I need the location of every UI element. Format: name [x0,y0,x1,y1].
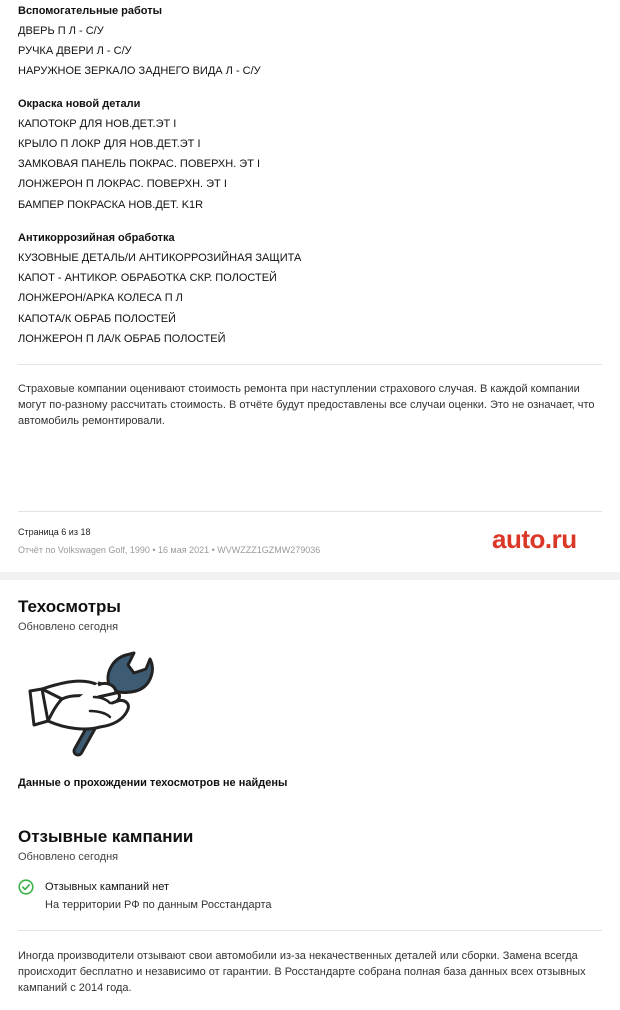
check-circle-icon [18,879,34,895]
footer-divider [18,511,602,512]
recall-status-subtitle: На территории РФ по данным Росстандарта [45,899,272,911]
page-separator [0,572,620,580]
aux-works-title: Вспомогательные работы [18,5,163,17]
aux-works-item: НАРУЖНОЕ ЗЕРКАЛО ЗАДНЕГО ВИДА Л - С/У [18,65,261,77]
recalls-title: Отзывные кампании [18,827,194,846]
anticorrosion-item: КУЗОВНЫЕ ДЕТАЛЬ/И АНТИКОРРОЗИЙНАЯ ЗАЩИТА [18,252,302,264]
report-info: Отчёт по Volkswagen Golf, 1990 • 16 мая 2021 • WVWZZZ1GZMW279036 [18,545,321,555]
new-part-paint-title: Окраска новой детали [18,98,141,110]
anticorrosion-item: ЛОНЖЕРОН П ЛА/К ОБРАБ ПОЛОСТЕЙ [18,333,226,345]
inspections-empty-text: Данные о прохождении техосмотров не найдены [18,777,288,789]
aux-works-item: ДВЕРЬ П Л - С/У [18,25,104,37]
recall-status-title: Отзывных кампаний нет [45,881,170,893]
auto-ru-logo[interactable]: auto.ru [492,524,577,554]
anticorrosion-item: КАПОТ - АНТИКОР. ОБРАБОТКА СКР. ПОЛОСТЕЙ [18,272,277,284]
anticorrosion-item: КАПОТА/К ОБРАБ ПОЛОСТЕЙ [18,313,176,325]
page-number: Страница 6 из 18 [18,527,91,537]
inspections-updated: Обновлено сегодня [18,621,119,633]
wrench-hand-illustration [24,647,164,759]
insurance-note: Страховые компании оценивают стоимость ремонта при наступлении страхового случая. В каждой компании могут по-разному рассчитать стоимость. В отчёте будут предоставлены все случаи оценки. Это не означает, что автомобиль ремонтировали. [18,383,595,427]
recalls-note: Иногда производители отзывают свои автомобили из-за некачественных деталей или сборки. Замена всегда происходит бесплатно и независимо от гарантии. В Росстандарте собрана полная база данных всех отзывных кампаний с 2014 года. [18,950,586,994]
new-part-paint-item: ЗАМКОВАЯ ПАНЕЛЬ ПОКРАС. ПОВЕРХН. ЭТ I [18,158,261,170]
new-part-paint-item: ЛОНЖЕРОН П ЛОКРАС. ПОВЕРХН. ЭТ I [18,178,227,190]
recalls-updated: Обновлено сегодня [18,851,119,863]
divider [18,364,602,365]
new-part-paint-item: КРЫЛО П ЛОКР ДЛЯ НОВ.ДЕТ.ЭТ I [18,138,201,150]
new-part-paint-item: БАМПЕР ПОКРАСКА НОВ.ДЕТ. K1R [18,199,204,211]
new-part-paint-item: КАПОТОКР ДЛЯ НОВ.ДЕТ.ЭТ I [18,118,177,130]
inspections-title: Техосмотры [18,597,121,616]
anticorrosion-title: Антикоррозийная обработка [18,232,175,244]
anticorrosion-item: ЛОНЖЕРОН/АРКА КОЛЕСА П Л [18,292,183,304]
aux-works-item: РУЧКА ДВЕРИ Л - С/У [18,45,132,57]
divider [18,930,602,931]
